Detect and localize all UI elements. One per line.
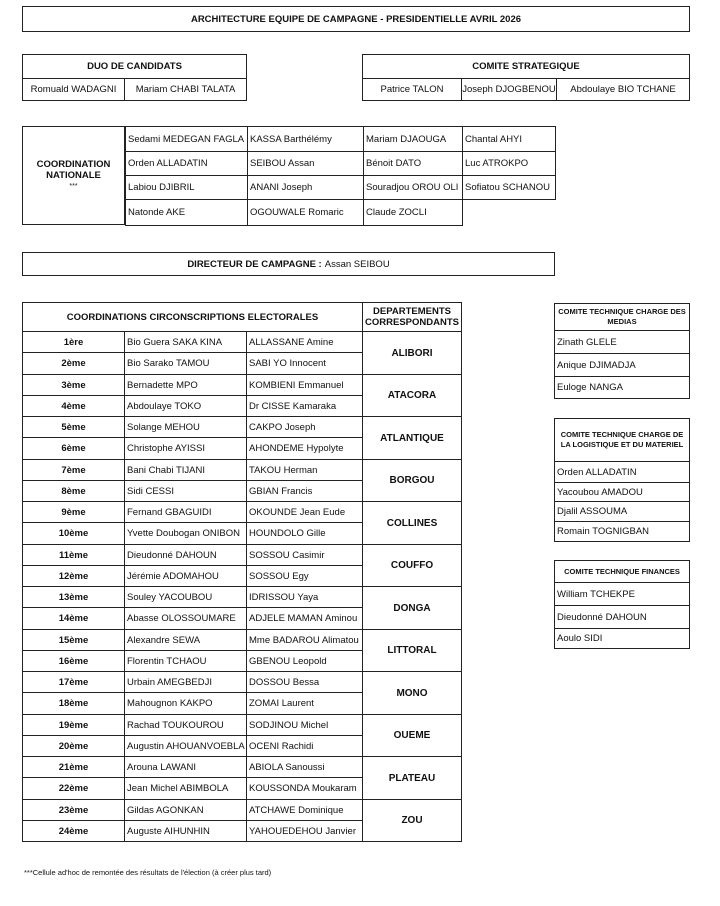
departement-name: DONGA (362, 587, 462, 630)
circonscription-coordinator: KOMBIENI Emmanuel (246, 375, 362, 396)
strategique-member: Abdoulaye BIO TCHANE (570, 84, 676, 95)
coordination-member: Bénoit DATO (363, 151, 463, 176)
circonscription-rank: 1ère (22, 332, 124, 353)
page-title (22, 6, 690, 32)
circonscription-coordinator: Dieudonné DAHOUN (124, 545, 246, 566)
finances-member: Aoulo SIDI (557, 633, 603, 644)
candidate-name: Romuald WADAGNI (23, 79, 125, 100)
circonscription-coordinator: ALLASSANE Amine (246, 332, 362, 353)
departement-name: ZOU (362, 800, 462, 842)
circonscription-coordinator: ATCHAWE Dominique (246, 800, 362, 821)
circonscription-coordinator: DOSSOU Bessa (246, 672, 362, 693)
coordination-nationale-mark: *** (69, 183, 78, 190)
circonscription-rank: 15ème (22, 630, 124, 651)
circonscription-coordinator: Bio Guera SAKA KINA (124, 332, 246, 353)
circonscription-coordinator: Gildas AGONKAN (124, 800, 246, 821)
departement-name: PLATEAU (362, 757, 462, 800)
logistique-member: Djalil ASSOUMA (555, 502, 689, 522)
coordination-member: Orden ALLADATIN (125, 151, 248, 176)
departement-name: COLLINES (362, 502, 462, 545)
circonscription-coordinator: ZOMAI Laurent (246, 693, 362, 715)
circonscription-rank: 5ème (22, 417, 124, 438)
comite-strategique-table (362, 54, 690, 101)
coordination-member: Chantal AHYI (462, 126, 556, 152)
coordination-member: Claude ZOCLI (363, 199, 463, 226)
coordination-member: Natonde AKE (125, 199, 248, 226)
directeur-name: Assan SEIBOU (324, 258, 390, 270)
circonscription-coordinator: SOSSOU Egy (246, 566, 362, 587)
circonscription-coordinator: Sidi CESSI (124, 481, 246, 502)
departements-header-line1: DEPARTEMENTS (373, 306, 451, 317)
logistique-member: Yacoubou AMADOU (555, 483, 689, 502)
circonscription-coordinator: AHONDEME Hypolyte (246, 438, 362, 460)
departement-name: ATLANTIQUE (362, 417, 462, 460)
circonscription-coordinator: Dr CISSE Kamaraka (246, 396, 362, 417)
circonscription-coordinator: SODJINOU Michel (246, 715, 362, 736)
circonscription-coordinator: HOUNDOLO Gille (246, 523, 362, 545)
circonscription-coordinator: ADJELE MAMAN Aminou (246, 608, 362, 630)
medias-member: Anique DJIMADJA (555, 354, 689, 377)
circonscription-coordinator: SABI YO Innocent (246, 353, 362, 375)
circonscription-coordinator: Souley YACOUBOU (124, 587, 246, 608)
circonscription-coordinator: OKOUNDE Jean Eude (246, 502, 362, 523)
circonscription-coordinator: CAKPO Joseph (246, 417, 362, 438)
circonscription-coordinator: SOSSOU Casimir (246, 545, 362, 566)
duo-candidats-table (22, 54, 247, 101)
coordination-member: KASSA Barthélémy (247, 126, 364, 152)
comite-finances-header: COMITE TECHNIQUE FINANCES (555, 561, 689, 583)
circonscription-rank: 2ème (22, 353, 124, 375)
comite-medias-table (554, 303, 690, 399)
circonscription-coordinator: KOUSSONDA Moukaram (246, 778, 362, 800)
circonscription-coordinator: YAHOUEDEHOU Janvier (246, 821, 362, 842)
circonscription-rank: 13ème (22, 587, 124, 608)
candidate-name: Mariam CHABI TALATA (135, 84, 236, 95)
circonscription-coordinator: ABIOLA Sanoussi (246, 757, 362, 778)
circonscription-coordinator: OCENI Rachidi (246, 736, 362, 757)
strategique-member: Patrice TALON (363, 79, 462, 100)
circonscription-coordinator: Abdoulaye TOKO (124, 396, 246, 417)
duo-candidats-header: DUO DE CANDIDATS (23, 55, 246, 79)
comite-logistique-header: COMITE TECHNIQUE CHARGE DE LA LOGISTIQUE ET DU MATERIEL (555, 419, 689, 462)
strategique-member: Joseph DJOGBENOU (462, 79, 557, 100)
circonscription-coordinator: IDRISSOU Yaya (246, 587, 362, 608)
circonscription-rank: 10ème (22, 523, 124, 545)
circonscription-rank: 4ème (22, 396, 124, 417)
circonscription-coordinator: TAKOU Herman (246, 460, 362, 481)
circonscription-rank: 8ème (22, 481, 124, 502)
departements-header (362, 302, 462, 332)
comite-strategique-header: COMITE STRATEGIQUE (363, 55, 689, 79)
coordination-member: Luc ATROKPO (462, 151, 556, 176)
circonscription-coordinator: Arouna LAWANI (124, 757, 246, 778)
circonscription-coordinator: Bani Chabi TIJANI (124, 460, 246, 481)
circonscription-coordinator: Urbain AMEGBEDJI (124, 672, 246, 693)
coordination-member: Sedami MEDEGAN FAGLA (125, 126, 248, 152)
comite-medias-header: COMITE TECHNIQUE CHARGE DES MEDIAS (555, 304, 689, 331)
circonscription-coordinator: Rachad TOUKOUROU (124, 715, 246, 736)
circonscription-rank: 9ème (22, 502, 124, 523)
directeur-label: DIRECTEUR DE CAMPAGNE : (187, 258, 322, 270)
circonscription-rank: 22ème (22, 778, 124, 800)
page-title-text: ARCHITECTURE EQUIPE DE CAMPAGNE - PRESIDENTIELLE AVRIL 2026 (190, 13, 522, 25)
coordination-member: Souradjou OROU OLI (363, 175, 463, 200)
coordination-member: SEIBOU Assan (247, 151, 364, 176)
logistique-member: Romain TOGNIGBAN (557, 526, 650, 537)
circonscriptions-table (22, 302, 462, 842)
circonscription-rank: 14ème (22, 608, 124, 630)
coordination-member: Mariam DJAOUGA (363, 126, 463, 152)
circonscription-coordinator: GBIAN Francis (246, 481, 362, 502)
departement-name: ALIBORI (362, 332, 462, 375)
coordination-member: Labiou DJIBRIL (125, 175, 248, 200)
circonscription-coordinator: Yvette Doubogan ONIBON (124, 523, 246, 545)
circonscription-coordinator: Jean Michel ABIMBOLA (124, 778, 246, 800)
coordination-nationale-table (22, 126, 555, 225)
footnote: ***Cellule ad'hoc de remontée des résultats de l'élection (à créer plus tard) (24, 868, 272, 877)
circonscription-rank: 11ème (22, 545, 124, 566)
circonscription-coordinator: Mahougnon KAKPO (124, 693, 246, 715)
coordination-member: ANANI Joseph (247, 175, 364, 200)
circonscription-rank: 18ème (22, 693, 124, 715)
coordination-member: OGOUWALE Romaric (247, 199, 364, 226)
medias-member: Euloge NANGA (557, 382, 624, 393)
coordination-member: Sofiatou SCHANOU (462, 175, 556, 200)
circonscription-coordinator: Fernand GBAGUIDI (124, 502, 246, 523)
circonscription-coordinator: Solange MEHOU (124, 417, 246, 438)
finances-member: Dieudonné DAHOUN (555, 606, 689, 629)
circonscription-coordinator: GBENOU Leopold (246, 651, 362, 672)
directeur-campagne-box (22, 252, 555, 276)
comite-finances-table (554, 560, 690, 649)
departement-name: MONO (362, 672, 462, 715)
circonscription-rank: 12ème (22, 566, 124, 587)
circonscription-rank: 7ème (22, 460, 124, 481)
departement-name: LITTORAL (362, 630, 462, 672)
circonscription-rank: 16ème (22, 651, 124, 672)
circonscription-coordinator: Auguste AIHUNHIN (124, 821, 246, 842)
empty-cell (462, 199, 556, 226)
circonscription-coordinator: Bio Sarako TAMOU (124, 353, 246, 375)
circonscription-rank: 19ème (22, 715, 124, 736)
departement-name: COUFFO (362, 545, 462, 587)
circonscription-rank: 3ème (22, 375, 124, 396)
departement-name: ATACORA (362, 375, 462, 417)
circonscription-coordinator: Alexandre SEWA (124, 630, 246, 651)
circonscription-rank: 24ème (22, 821, 124, 842)
departement-name: OUEME (362, 715, 462, 757)
circonscription-coordinator: Florentin TCHAOU (124, 651, 246, 672)
medias-member: Zinath GLELE (555, 331, 689, 354)
coordination-nationale-line2: NATIONALE (46, 170, 101, 181)
circonscription-coordinator: Christophe AYISSI (124, 438, 246, 460)
circonscription-coordinator: Abasse OLOSSOUMARE (124, 608, 246, 630)
comite-logistique-table (554, 418, 690, 542)
circonscription-rank: 21ème (22, 757, 124, 778)
circonscription-coordinator: Augustin AHOUANVOEBLA (124, 736, 246, 757)
departement-name: BORGOU (362, 460, 462, 502)
logistique-member: Orden ALLADATIN (555, 462, 689, 483)
circonscription-rank: 23ème (22, 800, 124, 821)
circonscription-coordinator: Bernadette MPO (124, 375, 246, 396)
coordination-nationale-line1: COORDINATION (36, 159, 111, 170)
circonscription-rank: 6ème (22, 438, 124, 460)
departements-header-line2: CORRESPONDANTS (365, 317, 459, 328)
circonscription-coordinator: Mme BADAROU Alimatou (246, 630, 362, 651)
coordination-nationale-label (22, 126, 125, 225)
circonscription-rank: 20ème (22, 736, 124, 757)
circonscriptions-header: COORDINATIONS CIRCONSCRIPTIONS ELECTORALES (22, 302, 362, 332)
finances-member: William TCHEKPE (555, 583, 689, 606)
circonscription-coordinator: Jérémie ADOMAHOU (124, 566, 246, 587)
circonscription-rank: 17ème (22, 672, 124, 693)
